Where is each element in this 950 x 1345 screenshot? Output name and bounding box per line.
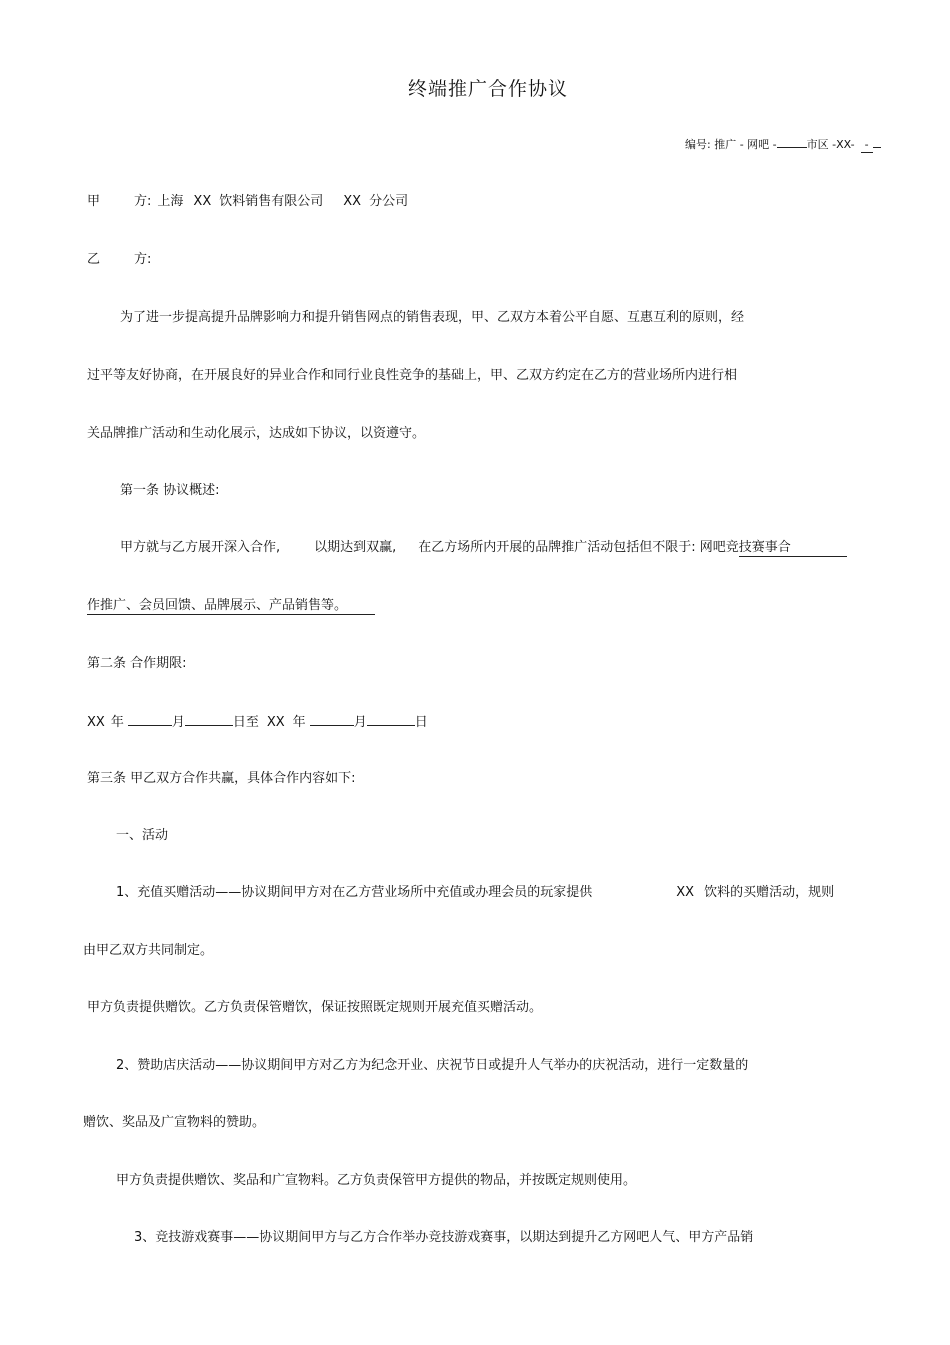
period-year-1: 年 — [110, 715, 124, 730]
serial-dash: - — [861, 138, 873, 153]
serial-number — [685, 135, 881, 152]
party-a-value-3: 分公司 — [369, 194, 409, 209]
period-year-2: 年 — [292, 715, 306, 730]
article-1-part-d: 技赛事合 — [739, 540, 847, 557]
article-1-part-b: 以期达到双赢, — [314, 540, 397, 555]
period-blank-2 — [185, 713, 233, 726]
item-1-line-1 — [116, 885, 834, 901]
article-1-line-2-text: 作推广、会员回馈、品牌展示、产品销售等。 — [87, 598, 375, 615]
intro-line-1: 为了进一步提高提升品牌影响力和提升销售网点的销售表现，甲、乙双方本着公平自愿、互惠互利的原则，经 — [120, 310, 745, 325]
period-day-to: 日至 — [232, 715, 259, 730]
party-a-colon: 方: — [134, 194, 152, 209]
serial-blank-2 — [873, 135, 881, 148]
item-1-part-b: 饮料的买赠活动，规则 — [704, 885, 835, 900]
intro-line-3: 关品牌推广活动和生动化展示，达成如下协议，以资遵守。 — [87, 426, 426, 441]
period-xx-2: XX — [266, 715, 285, 730]
serial-mid: 市区 -XX- — [806, 138, 855, 151]
item-2-line-3: 甲方负责提供赠饮、奖品和广宣物料。乙方负责保管甲方提供的物品，并按既定规则使用。 — [116, 1173, 637, 1188]
article-2-period — [87, 713, 428, 731]
section-1-heading: 一、活动 — [116, 828, 169, 843]
item-1-part-a: 1、充值买赠活动——协议期间甲方对在乙方营业场所中充值或办理会员的玩家提供 — [116, 885, 593, 900]
party-b-colon: 方: — [134, 252, 152, 267]
intro-line-2: 过平等友好协商，在开展良好的异业合作和同行业良性竞争的基础上，甲、乙双方约定在乙方的营业场所内进行相 — [87, 368, 738, 383]
article-3-heading: 第三条 甲乙双方合作共赢，具体合作内容如下: — [87, 771, 356, 786]
item-1-xx: XX — [676, 885, 695, 900]
party-b-label: 乙 — [87, 252, 101, 267]
party-b-line — [87, 252, 151, 268]
item-1-line-2: 由甲乙双方共同制定。 — [83, 943, 214, 958]
party-a-value-1: 上海 — [157, 194, 184, 209]
period-xx-1: XX — [87, 715, 105, 730]
period-blank-3 — [310, 713, 354, 726]
party-a-line — [87, 194, 408, 210]
period-blank-4 — [367, 713, 415, 726]
article-1-line-2 — [87, 598, 375, 614]
party-a-value-2: 饮料销售有限公司 — [219, 194, 324, 209]
period-day-2: 日 — [414, 715, 428, 730]
party-a-value-xx1: XX — [193, 194, 212, 209]
period-month-2: 月 — [353, 715, 367, 730]
serial-label: 编号: 推广 - 网吧 - — [685, 138, 777, 151]
article-2-heading: 第二条 合作期限: — [87, 656, 187, 671]
page-title: 终端推广合作协议 — [408, 78, 569, 100]
serial-blank-1 — [777, 135, 807, 148]
period-blank-1 — [128, 713, 172, 726]
article-1-heading: 第一条 协议概述: — [120, 483, 220, 498]
item-1-line-3: 甲方负责提供赠饮。乙方负责保管赠饮，保证按照既定规则开展充值买赠活动。 — [87, 1000, 543, 1015]
party-a-value-xx2: XX — [343, 194, 362, 209]
article-1-line-1 — [120, 540, 847, 556]
item-3-line-1: 3、竞技游戏赛事——协议期间甲方与乙方合作举办竞技游戏赛事，以期达到提升乙方网吧人气、甲方产品销 — [134, 1230, 754, 1245]
period-month-1: 月 — [171, 715, 185, 730]
article-1-part-c: 在乙方场所内开展的品牌推广活动包括但不限于: 网吧竞 — [418, 540, 739, 555]
article-1-part-a: 甲方就与乙方展开深入合作, — [120, 540, 281, 555]
item-2-line-1: 2、赞助店庆活动——协议期间甲方对乙方为纪念开业、庆祝节日或提升人气举办的庆祝活动，进行一定数量的 — [116, 1058, 749, 1073]
item-2-line-2: 赠饮、奖品及广宣物料的赞助。 — [83, 1115, 266, 1130]
party-a-label: 甲 — [87, 194, 101, 209]
